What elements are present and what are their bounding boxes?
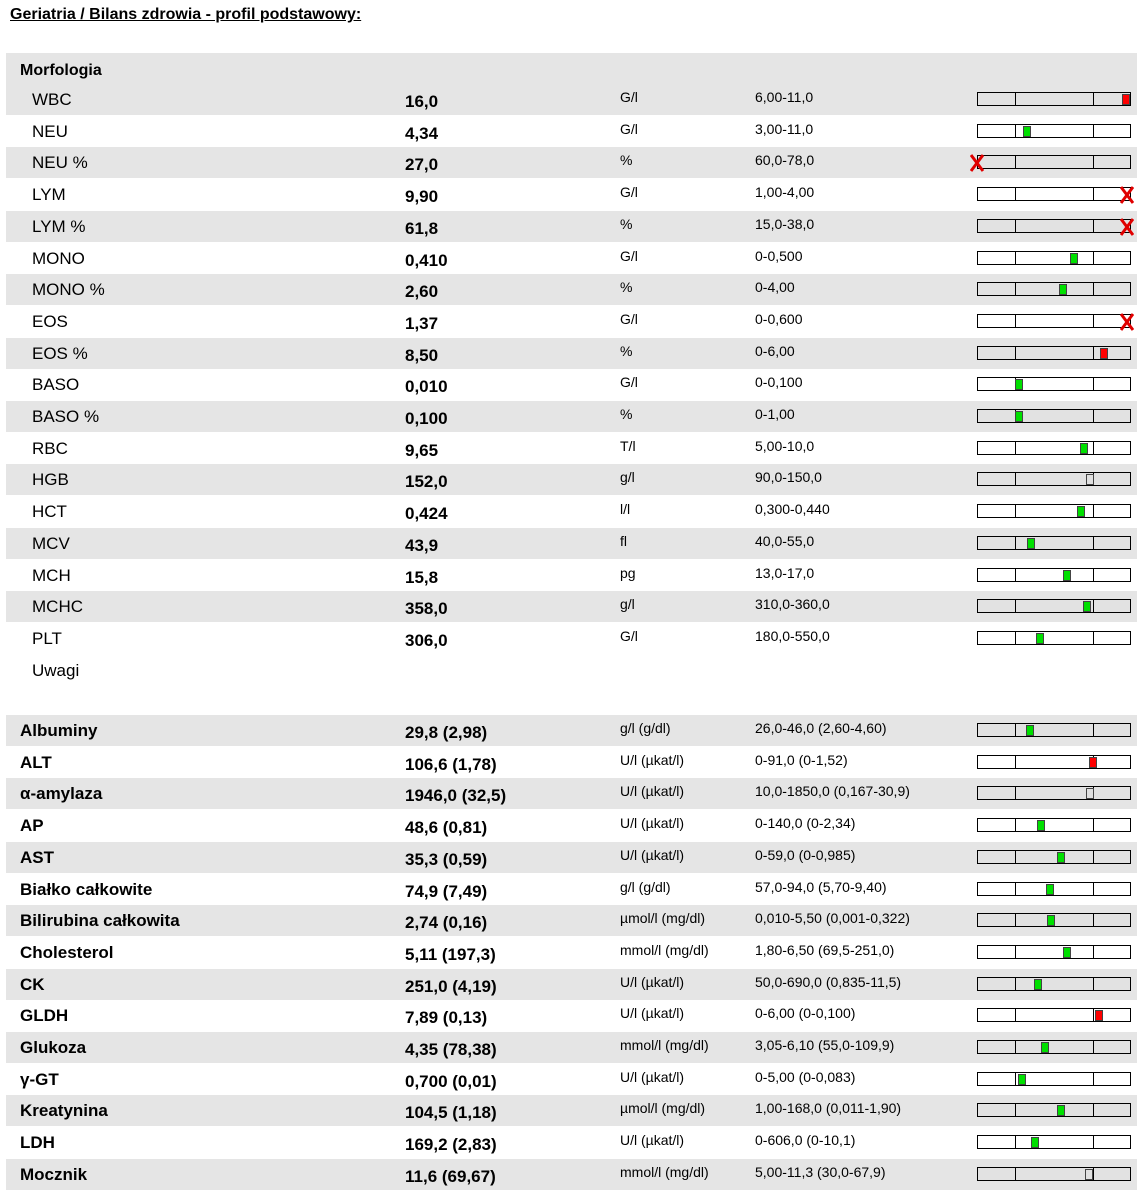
value-marker — [1077, 506, 1085, 517]
test-value: 0,700 (0,01) — [405, 1072, 497, 1091]
test-name: ALT — [20, 753, 52, 772]
test-value: 9,65 — [405, 441, 439, 460]
test-unit: g/l (g/dl) — [620, 879, 671, 895]
gauge-tick-lo — [1015, 882, 1016, 896]
value-marker — [1027, 538, 1035, 549]
range-gauge — [977, 599, 1131, 613]
test-value: 1946,0 (32,5) — [405, 786, 507, 805]
reference-range: 13,0-17,0 — [755, 565, 815, 581]
gauge-tick-lo — [1015, 599, 1016, 613]
test-value: 29,8 (2,98) — [405, 723, 488, 742]
test-unit: U/l (µkat/l) — [620, 783, 685, 799]
reference-range: 0-0,100 — [755, 374, 803, 390]
table-row — [6, 1064, 1137, 1095]
value-marker — [1047, 915, 1055, 926]
test-name: Albuminy — [20, 721, 98, 740]
reference-range: 0-0,500 — [755, 248, 803, 264]
value-marker — [1089, 757, 1097, 768]
table-row — [6, 560, 1137, 591]
table-row — [6, 274, 1137, 305]
value-marker — [1057, 1105, 1065, 1116]
value-marker — [1083, 601, 1091, 612]
value-marker — [1063, 570, 1071, 581]
test-value: 4,35 (78,38) — [405, 1040, 497, 1059]
test-value: 104,5 (1,18) — [405, 1103, 497, 1122]
test-name: Glukoza — [20, 1038, 87, 1057]
gauge-tick-hi — [1093, 377, 1094, 391]
test-name: RBC — [32, 439, 68, 458]
table-row — [6, 401, 1137, 432]
test-value: 0,410 — [405, 251, 448, 270]
section-header-morfologia — [6, 53, 1137, 84]
range-gauge — [977, 124, 1131, 138]
remarks-row — [6, 655, 1137, 686]
gauge-tick-lo — [1015, 1103, 1016, 1117]
test-name: LYM % — [32, 217, 86, 236]
table-row — [6, 211, 1137, 242]
test-name: LYM — [32, 185, 66, 204]
out-of-range-x-icon — [1120, 218, 1134, 236]
gauge-tick-lo — [1015, 913, 1016, 927]
test-name: α-amylaza — [20, 784, 103, 803]
gauge-tick-lo — [1015, 1135, 1016, 1149]
range-gauge — [977, 92, 1131, 106]
gauge-tick-lo — [1015, 219, 1016, 233]
table-row — [6, 778, 1137, 809]
gauge-tick-lo — [1015, 251, 1016, 265]
value-marker — [1046, 884, 1054, 895]
gauge-tick-hi — [1093, 251, 1094, 265]
reference-range: 0-6,00 (0-0,100) — [755, 1005, 856, 1021]
range-gauge — [977, 945, 1131, 959]
test-value: 48,6 (0,81) — [405, 818, 488, 837]
gauge-tick-hi — [1093, 92, 1094, 106]
gauge-tick-lo — [1015, 472, 1016, 486]
test-unit: mmol/l (mg/dl) — [620, 942, 709, 958]
reference-range: 15,0-38,0 — [755, 216, 815, 232]
range-gauge — [977, 472, 1131, 486]
test-unit: U/l (µkat/l) — [620, 1005, 685, 1021]
range-gauge — [977, 723, 1131, 737]
value-marker — [1080, 443, 1088, 454]
value-marker — [1037, 820, 1045, 831]
table-row — [6, 842, 1137, 873]
reference-range: 1,80-6,50 (69,5-251,0) — [755, 942, 895, 958]
gauge-tick-hi — [1093, 314, 1094, 328]
table-row — [6, 969, 1137, 1000]
range-gauge — [977, 409, 1131, 423]
gauge-tick-lo — [1015, 155, 1016, 169]
gauge-tick-hi — [1093, 818, 1094, 832]
gauge-tick-hi — [1093, 346, 1094, 360]
reference-range: 26,0-46,0 (2,60-4,60) — [755, 720, 887, 736]
test-value: 9,90 — [405, 187, 439, 206]
reference-range: 180,0-550,0 — [755, 628, 830, 644]
range-gauge — [977, 786, 1131, 800]
test-value: 0,100 — [405, 409, 448, 428]
test-name: CK — [20, 975, 45, 994]
reference-range: 3,05-6,10 (55,0-109,9) — [755, 1037, 895, 1053]
gauge-tick-lo — [1015, 945, 1016, 959]
value-marker — [1085, 1169, 1093, 1180]
gauge-tick-hi — [1093, 1135, 1094, 1149]
table-row — [6, 338, 1137, 369]
gauge-tick-lo — [1015, 314, 1016, 328]
reference-range: 0,010-5,50 (0,001-0,322) — [755, 910, 910, 926]
table-row — [6, 243, 1137, 274]
table-row — [6, 306, 1137, 337]
test-unit: U/l (µkat/l) — [620, 815, 685, 831]
reference-range: 3,00-11,0 — [755, 121, 814, 137]
range-gauge — [977, 536, 1131, 550]
test-name: AP — [20, 816, 44, 835]
test-value: 8,50 — [405, 346, 439, 365]
gauge-tick-lo — [1015, 124, 1016, 138]
range-gauge — [977, 377, 1131, 391]
test-value: 0,010 — [405, 377, 448, 396]
reference-range: 0-1,00 — [755, 406, 795, 422]
test-value: 74,9 (7,49) — [405, 882, 488, 901]
test-unit: mmol/l (mg/dl) — [620, 1164, 709, 1180]
reference-range: 90,0-150,0 — [755, 469, 822, 485]
test-unit: G/l — [620, 248, 638, 264]
test-value: 358,0 — [405, 599, 448, 618]
range-gauge — [977, 346, 1131, 360]
range-gauge — [977, 850, 1131, 864]
test-unit: µmol/l (mg/dl) — [620, 910, 706, 926]
test-unit: U/l (µkat/l) — [620, 752, 685, 768]
table-row — [6, 747, 1137, 778]
range-gauge — [977, 1135, 1131, 1149]
value-marker — [1086, 474, 1094, 485]
test-name: HCT — [32, 502, 67, 521]
test-name: NEU % — [32, 153, 88, 172]
reference-range: 6,00-11,0 — [755, 89, 814, 105]
test-unit: % — [620, 279, 633, 295]
range-gauge — [977, 1072, 1131, 1086]
test-name: MCV — [32, 534, 70, 553]
value-marker — [1070, 253, 1078, 264]
test-unit: µmol/l (mg/dl) — [620, 1100, 706, 1116]
gauge-tick-hi — [1093, 1103, 1094, 1117]
table-row — [6, 147, 1137, 178]
gauge-tick-lo — [1015, 1008, 1016, 1022]
table-row — [6, 179, 1137, 210]
test-name: AST — [20, 848, 54, 867]
value-marker — [1015, 411, 1023, 422]
value-marker — [1100, 348, 1108, 359]
gauge-tick-hi — [1093, 441, 1094, 455]
range-gauge — [977, 155, 1131, 169]
test-unit: G/l — [620, 184, 638, 200]
table-row — [6, 528, 1137, 559]
range-gauge — [977, 977, 1131, 991]
test-unit: G/l — [620, 374, 638, 390]
value-marker — [1023, 126, 1031, 137]
value-marker — [1015, 379, 1023, 390]
gauge-tick-hi — [1093, 945, 1094, 959]
value-marker — [1026, 725, 1034, 736]
test-value: 4,34 — [405, 124, 439, 143]
value-marker — [1057, 852, 1065, 863]
gauge-tick-lo — [1015, 187, 1016, 201]
reference-range: 0-140,0 (0-2,34) — [755, 815, 856, 831]
table-row — [6, 591, 1137, 622]
range-gauge — [977, 913, 1131, 927]
test-unit: g/l — [620, 469, 635, 485]
reference-range: 0-6,00 — [755, 343, 795, 359]
test-unit: U/l (µkat/l) — [620, 847, 685, 863]
gauge-tick-hi — [1093, 631, 1094, 645]
gauge-tick-hi — [1093, 1008, 1094, 1022]
reference-range: 1,00-4,00 — [755, 184, 815, 200]
test-name: WBC — [32, 90, 72, 109]
reference-range: 50,0-690,0 (0,835-11,5) — [755, 974, 902, 990]
gauge-tick-hi — [1093, 155, 1094, 169]
gauge-tick-lo — [1015, 818, 1016, 832]
table-row — [6, 810, 1137, 841]
value-marker — [1034, 979, 1042, 990]
range-gauge — [977, 1167, 1131, 1181]
gauge-tick-hi — [1093, 850, 1094, 864]
table-row — [6, 84, 1137, 115]
reference-range: 57,0-94,0 (5,70-9,40) — [755, 879, 887, 895]
reference-range: 60,0-78,0 — [755, 152, 815, 168]
out-of-range-x-icon — [970, 154, 984, 172]
test-name: Bilirubina całkowita — [20, 911, 180, 930]
test-name: γ-GT — [20, 1070, 59, 1089]
test-value: 169,2 (2,83) — [405, 1135, 497, 1154]
range-gauge — [977, 219, 1131, 233]
test-unit: l/l — [620, 501, 631, 517]
range-gauge — [977, 314, 1131, 328]
gauge-tick-lo — [1015, 1072, 1016, 1086]
range-gauge — [977, 818, 1131, 832]
test-unit: U/l (µkat/l) — [620, 1132, 685, 1148]
value-marker — [1086, 788, 1094, 799]
range-gauge — [977, 251, 1131, 265]
test-value: 27,0 — [405, 155, 439, 174]
table-row — [6, 1000, 1137, 1031]
gauge-tick-hi — [1093, 568, 1094, 582]
test-value: 306,0 — [405, 631, 448, 650]
test-unit: G/l — [620, 311, 638, 327]
test-name: NEU — [32, 122, 68, 141]
gauge-tick-lo — [1015, 441, 1016, 455]
table-row — [6, 1159, 1137, 1190]
reference-range: 0,300-0,440 — [755, 501, 830, 517]
gauge-tick-lo — [1015, 850, 1016, 864]
gauge-tick-lo — [1015, 1040, 1016, 1054]
test-name: MONO % — [32, 280, 105, 299]
gauge-tick-lo — [1015, 536, 1016, 550]
test-name: GLDH — [20, 1006, 69, 1025]
table-row — [6, 1032, 1137, 1063]
test-name: Mocznik — [20, 1165, 88, 1184]
gauge-tick-lo — [1015, 977, 1016, 991]
table-row — [6, 433, 1137, 464]
test-name: EOS — [32, 312, 68, 331]
test-unit: g/l — [620, 596, 635, 612]
test-unit: % — [620, 406, 633, 422]
test-value: 15,8 — [405, 568, 439, 587]
test-unit: g/l (g/dl) — [620, 720, 671, 736]
table-row — [6, 623, 1137, 654]
gauge-tick-lo — [1015, 504, 1016, 518]
test-unit: U/l (µkat/l) — [620, 974, 685, 990]
gauge-tick-hi — [1093, 282, 1094, 296]
test-value: 7,89 (0,13) — [405, 1008, 488, 1027]
value-marker — [1095, 1010, 1103, 1021]
test-value: 152,0 — [405, 472, 448, 491]
reference-range: 0-59,0 (0-0,985) — [755, 847, 856, 863]
table-row — [6, 937, 1137, 968]
gauge-tick-lo — [1015, 723, 1016, 737]
test-unit: % — [620, 216, 633, 232]
table-row — [6, 1127, 1137, 1158]
test-unit: U/l (µkat/l) — [620, 1069, 685, 1085]
range-gauge — [977, 282, 1131, 296]
gauge-tick-hi — [1093, 723, 1094, 737]
test-value: 43,9 — [405, 536, 439, 555]
page-title: Geriatria / Bilans zdrowia - profil podstawowy: — [10, 6, 362, 23]
gauge-tick-lo — [1015, 631, 1016, 645]
value-marker — [1031, 1137, 1039, 1148]
gauge-tick-hi — [1093, 1167, 1094, 1181]
test-unit: mmol/l (mg/dl) — [620, 1037, 709, 1053]
out-of-range-x-icon — [1120, 313, 1134, 331]
range-gauge — [977, 1103, 1131, 1117]
range-gauge — [977, 504, 1131, 518]
value-marker — [1036, 633, 1044, 644]
table-row — [6, 905, 1137, 936]
gauge-tick-lo — [1015, 346, 1016, 360]
reference-range: 5,00-10,0 — [755, 438, 815, 454]
test-value: 35,3 (0,59) — [405, 850, 488, 869]
range-gauge — [977, 882, 1131, 896]
test-name: Białko całkowite — [20, 880, 153, 899]
test-unit: G/l — [620, 628, 638, 644]
test-unit: T/l — [620, 438, 636, 454]
range-gauge — [977, 631, 1131, 645]
test-unit: G/l — [620, 89, 638, 105]
test-value: 2,74 (0,16) — [405, 913, 488, 932]
gauge-tick-lo — [1015, 92, 1016, 106]
test-name: MCHC — [32, 597, 83, 616]
gauge-tick-hi — [1093, 536, 1094, 550]
test-unit: pg — [620, 565, 636, 581]
gauge-tick-hi — [1093, 1040, 1094, 1054]
test-value: 5,11 (197,3) — [405, 945, 496, 964]
gauge-tick-hi — [1093, 977, 1094, 991]
test-name: Kreatynina — [20, 1101, 108, 1120]
range-gauge — [977, 441, 1131, 455]
table-row — [6, 369, 1137, 400]
value-marker — [1018, 1074, 1026, 1085]
gauge-tick-lo — [1015, 1167, 1016, 1181]
gauge-tick-lo — [1015, 568, 1016, 582]
test-name: LDH — [20, 1133, 55, 1152]
value-marker — [1063, 947, 1071, 958]
table-row — [6, 116, 1137, 147]
gauge-tick-lo — [1015, 755, 1016, 769]
reference-range: 310,0-360,0 — [755, 596, 830, 612]
value-marker — [1059, 284, 1067, 295]
gauge-tick-hi — [1093, 1072, 1094, 1086]
test-value: 16,0 — [405, 92, 439, 111]
value-marker — [1041, 1042, 1049, 1053]
value-marker — [1122, 94, 1130, 105]
test-name: BASO % — [32, 407, 100, 426]
gauge-tick-hi — [1093, 504, 1094, 518]
test-name: PLT — [32, 629, 62, 648]
gauge-tick-hi — [1093, 409, 1094, 423]
table-row — [6, 464, 1137, 495]
test-value: 11,6 (69,67) — [405, 1167, 496, 1186]
range-gauge — [977, 755, 1131, 769]
test-name: HGB — [32, 470, 69, 489]
test-unit: % — [620, 152, 633, 168]
range-gauge — [977, 187, 1131, 201]
reference-range: 0-4,00 — [755, 279, 795, 295]
gauge-tick-lo — [1015, 282, 1016, 296]
gauge-tick-hi — [1093, 882, 1094, 896]
table-row — [6, 1095, 1137, 1126]
reference-range: 0-91,0 (0-1,52) — [755, 752, 848, 768]
test-name: MONO — [32, 249, 85, 268]
test-value: 106,6 (1,78) — [405, 755, 497, 774]
test-value: 251,0 (4,19) — [405, 977, 497, 996]
test-name: BASO — [32, 375, 80, 394]
gauge-tick-hi — [1093, 187, 1094, 201]
reference-range: 5,00-11,3 (30,0-67,9) — [755, 1164, 886, 1180]
test-value: 0,424 — [405, 504, 448, 523]
section-title: Morfologia — [20, 62, 102, 79]
reference-range: 0-5,00 (0-0,083) — [755, 1069, 856, 1085]
test-value: 1,37 — [405, 314, 439, 333]
gauge-tick-lo — [1015, 786, 1016, 800]
gauge-tick-hi — [1093, 913, 1094, 927]
test-name: MCH — [32, 566, 71, 585]
table-row — [6, 874, 1137, 905]
table-row — [6, 496, 1137, 527]
range-gauge — [977, 1008, 1131, 1022]
out-of-range-x-icon — [1120, 186, 1134, 204]
test-name: Cholesterol — [20, 943, 114, 962]
test-unit: fl — [620, 533, 627, 549]
reference-range: 10,0-1850,0 (0,167-30,9) — [755, 783, 910, 799]
test-value: 2,60 — [405, 282, 439, 301]
gauge-tick-hi — [1093, 219, 1094, 233]
reference-range: 40,0-55,0 — [755, 533, 815, 549]
reference-range: 1,00-168,0 (0,011-1,90) — [755, 1100, 902, 1116]
test-unit: % — [620, 343, 633, 359]
test-value: 61,8 — [405, 219, 439, 238]
reference-range: 0-606,0 (0-10,1) — [755, 1132, 856, 1148]
range-gauge — [977, 1040, 1131, 1054]
gauge-tick-hi — [1093, 599, 1094, 613]
remarks-label: Uwagi — [32, 661, 80, 680]
range-gauge — [977, 568, 1131, 582]
table-row — [6, 715, 1137, 746]
reference-range: 0-0,600 — [755, 311, 803, 327]
gauge-tick-hi — [1093, 124, 1094, 138]
test-unit: G/l — [620, 121, 638, 137]
test-name: EOS % — [32, 344, 88, 363]
